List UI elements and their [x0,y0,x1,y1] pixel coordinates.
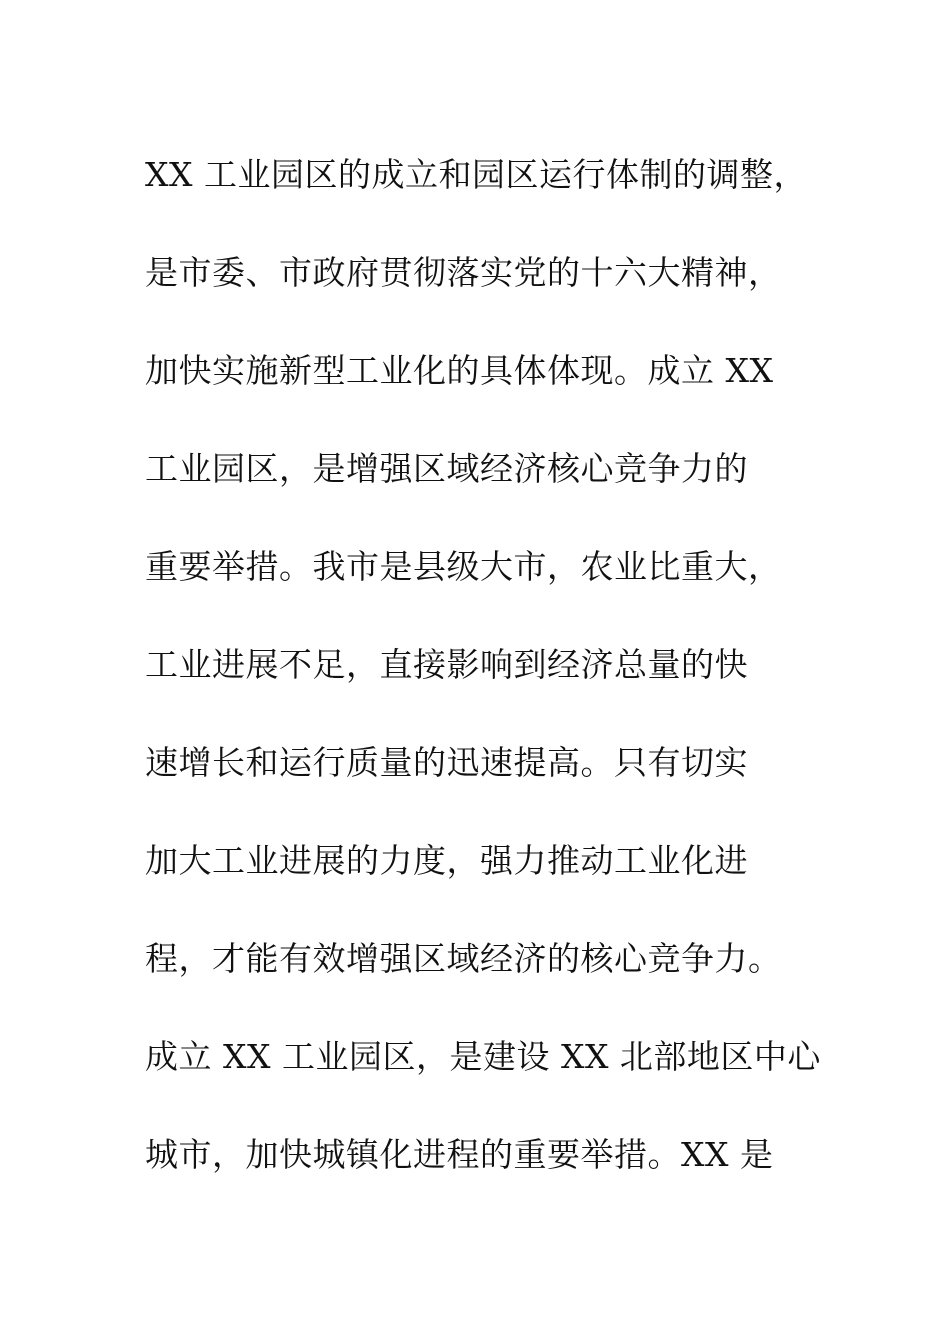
text-line-2: 是市委、市政府贯彻落实党的十六大精神， [145,253,782,292]
text-line-6: 工业进展不足，直接影响到经济总量的快 [145,645,748,684]
text-line-7: 速增长和运行质量的迅速提高。只有切实 [145,743,748,782]
text-line-11: 城市，加快城镇化进程的重要举措。XX 是 [145,1135,774,1174]
text-line-4: 工业园区，是增强区域经济核心竞争力的 [145,449,748,488]
text-line-10: 成立 XX 工业园区，是建设 XX 北部地区中心 [145,1037,821,1076]
text-line-5: 重要举措。我市是县级大市，农业比重大， [145,547,782,586]
text-line-9: 程，才能有效增强区域经济的核心竞争力。 [145,939,782,978]
text-line-3: 加快实施新型工业化的具体体现。成立 XX [145,351,774,390]
body-paragraph [145,126,845,1204]
text-line-8: 加大工业进展的力度，强力推动工业化进 [145,841,748,880]
text-line-1: XX 工业园区的成立和园区运行体制的调整， [145,155,807,194]
